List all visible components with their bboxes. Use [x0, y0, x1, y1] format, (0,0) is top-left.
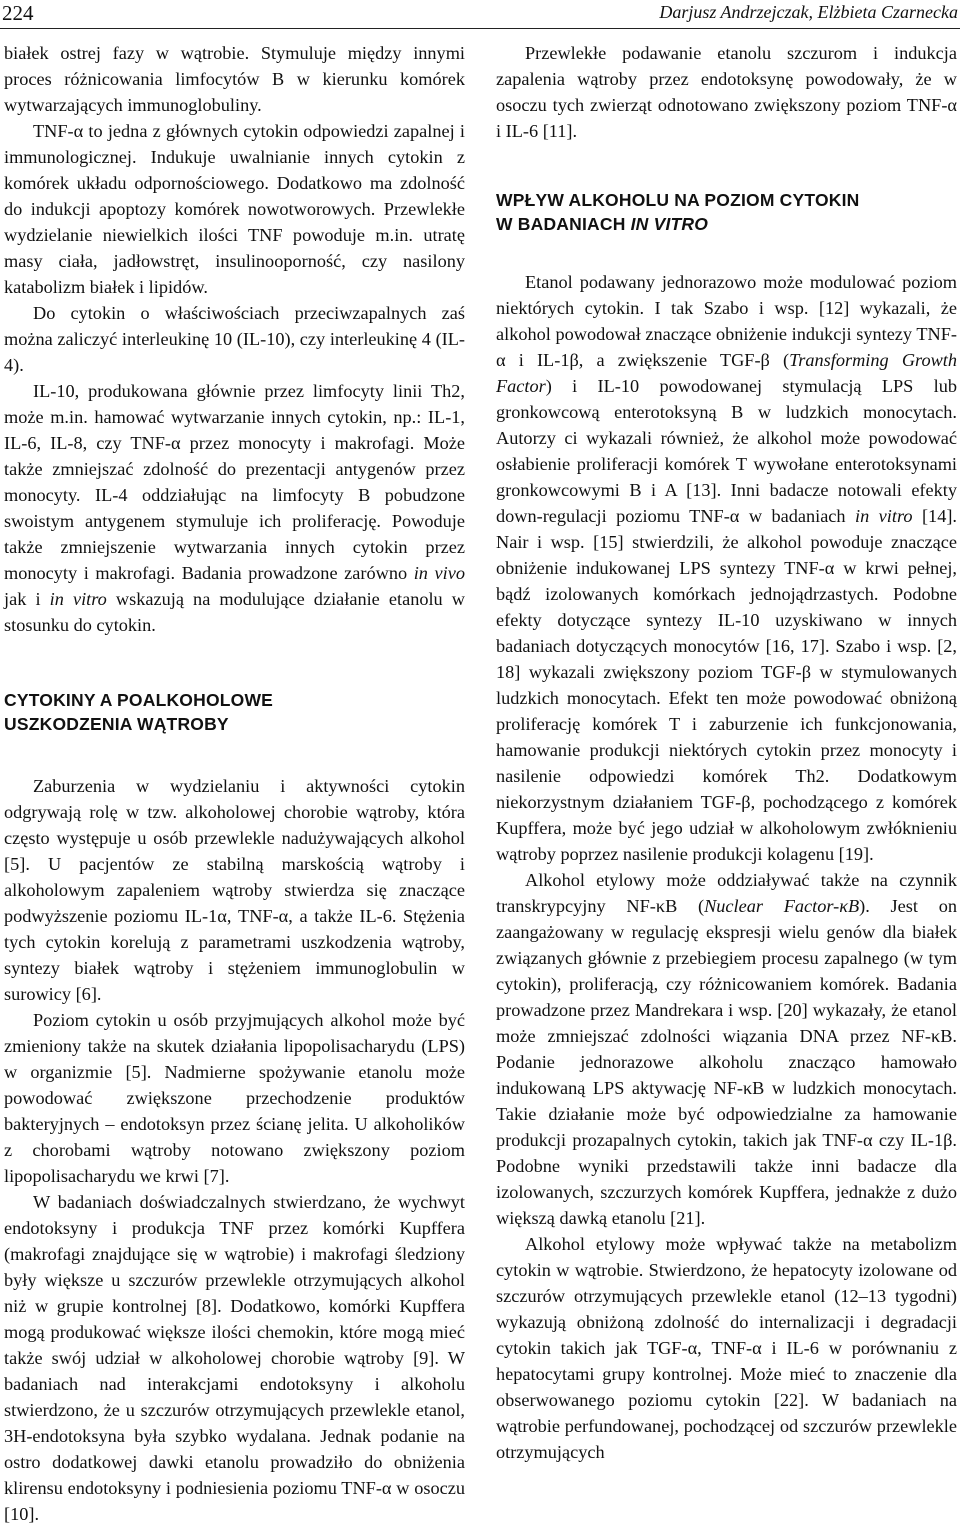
italic-term: in vitro	[49, 589, 107, 609]
paragraph	[4, 378, 465, 638]
text-run: ). Jest on zaangażowany w regulację ekspresji wielu genów dla białek związanych głównie z przebiegiem procesu zapalnego (w tym cytokin), proliferacją, czy różnicowaniem komórek. Badania prowadzone przez Mandrekara i wsp. [20] wykazały, że etanol może zmniejszać zdolności wiązania DNA przez NF-κB. Podanie jednorazowe alkoholu znacząco hamowało indukowaną LPS aktywację NF-κB w ludzkich monocytach. Takie działanie może być odpowiedzialne za hamowanie produkcji prozapalnych cytokin, takich jak TNF-α czy IL-1β. Podobne wyniki przedstawili także inni badacze dla izolowanych, szczurzych komórek Kupffera, jednakże z dużo większą dawką etanolu [21].	[496, 896, 957, 1228]
italic-term: IN VITRO	[630, 214, 709, 234]
page-number: 224	[2, 1, 34, 25]
paragraph: Alkohol etylowy może wpływać także na metabolizm cytokin w wątrobie. Stwierdzono, że hepatocyty izolowane od szczurów otrzymujących przewlekle etanol (12–13 tygodni) wykazują obniżoną zdolność do internalizacji i degradacji cytokin takich jak TGF-α, TNF-α i IL-6 w porównaniu z hepatocytami grupy kontrolnej. Może mieć to znaczenie dla obserwowanego poziomu cytokin [22]. W badaniach na wątrobie perfundowanej, pochodzącej od szczurów przewlekle otrzymujących	[496, 1234, 957, 1462]
heading-line: USZKODZENIA WĄTROBY	[4, 714, 229, 734]
page-header	[0, 0, 960, 30]
paragraph: Do cytokin o właściwościach przeciwzapalnych zaś można zaliczyć interleukinę 10 (IL-10), czy interleukinę 4 (IL-4).	[4, 303, 465, 375]
paragraph: W badaniach doświadczalnych stwierdzano, że wychwyt endotoksyny i produkcja TNF przez komórki Kupffera (makrofagi znajdujące się w wątrobie) i makrofagi śledziony były większe u szczurów przewlekle otrzymujących alkohol niż w grupie kontrolnej [8]. Dodatkowo, komórki Kupffera mogą produkować większe ilości chemokin, które mogą mieć także swój udział w alkoholowej chorobie wątroby [9]. W badaniach nad interakcjami endotoksyny i alkoholu stwierdzono, że u szczurów otrzymujących przewlekle etanol, 3H-endotoksyna była szybko wydalana. Jednak podanie na ostro dodatkowej dawki etanolu prowadziło do obniżenia klirensu endotoksyny i podniesienia poziomu TNF-α w osoczu [10].	[4, 1192, 465, 1524]
text-run: ) i IL-10 powodowanej stymulacją LPS lub gronkowcową enterotoksyną B w ludzkich monocytach. Autorzy ci wykazali również, że alkohol może powodować osłabienie proliferacji komórek T wywołane enterotoksynami gronkowcowymi B i A [13]. Inni badacze notowali efekty down-regulacji poziomu TNF-α w badaniach	[496, 376, 957, 526]
paragraph: Zaburzenia w wydzielaniu i aktywności cytokin odgrywają rolę w tzw. alkoholowej chorobie wątroby, która często występuje u osób przewlekle nadużywających alkohol [5]. U pacjentów ze stabilną marskością wątroby i alkoholowym zapaleniem wątroby stwierdza się znaczące podwyższenie poziomu IL-1α, TNF-α, a także IL-6. Stężenia tych cytokin korelują z parametrami uszkodzenia wątroby, syntezy białek wątroby i stężeniem immunoglobulin w surowicy [6].	[4, 776, 465, 1004]
header-rule	[0, 28, 960, 29]
section-heading	[4, 688, 465, 736]
paragraph: Poziom cytokin u osób przyjmujących alkohol może być zmieniony także na skutek działania lipopolisacharydu (LPS) w organizmie [5]. Nadmierne spożywanie etanolu może powodować zwiększone przechodzenie produktów bakteryjnych – endotoksyn przez ścianę jelita. U alkoholików z chorobami wątroby notowano zwiększony poziom lipopolisacharydu we krwi [7].	[4, 1010, 465, 1186]
paragraph	[496, 867, 957, 1231]
text-run: Etanol podawany jednorazowo może modulować poziom niektórych cytokin. I tak Szabo i wsp. [12] wykazali, że alkohol powodował znaczące obniżenie indukcji syntezy TNF-α i IL-1β, a zwiększenie TGF-β (	[496, 272, 957, 370]
text-run: [14]. Nair i wsp. [15] stwierdzili, że alkohol powoduje znaczące obniżenie indukowanej LPS syntezy TNF-α w krwi pełnej, bądź izolowanych komórkach jednojądrzastych. Podobne efekty dotyczące syntezy IL-10 uzyskiwano w innych badaniach dotyczących monocytów [16, 17]. Szabo i wsp. [2, 18] wykazali zwiększony poziom TGF-β w stymulowanych ludzkich monocytach. Efekt ten może powodować obniżoną proliferację komórek T i zaburzenie ich funkcjonowania, hamowanie produkcji niektórych cytokin przez monocyty i nasilenie odpowiedzi komórek Th2. Dodatkowym niekorzystnym działaniem TGF-β, pochodzącego z komórek Kupffera, może być jego udział w alkoholowym zwłóknieniu wątroby poprzez nasilenie produkcji kolagenu [19].	[496, 506, 957, 864]
italic-term: Transforming Growth Factor	[496, 350, 958, 396]
text-run: wskazują na modulujące działanie etanolu w stosunku do cytokin.	[4, 589, 466, 635]
paragraph: TNF-α to jedna z głównych cytokin odpowiedzi zapalnej i immunologicznej. Indukuje uwalnianie innych cytokin z komórek układu odpornościowego. Dodatkowo ma zdolność do indukcji apoptozy komórek nowotworowych. Przewlekłe wydzielanie niewielkich ilości TNF powoduje m.in. utratę masy ciała, jadłowstręt, insulinooporność, czy nasilony katabolizm białek i lipidów.	[4, 121, 465, 297]
running-head: Darjusz Andrzejczak, Elżbieta Czarnecka	[659, 2, 958, 22]
italic-term: Nuclear Factor-κB	[704, 896, 860, 916]
left-column	[4, 40, 465, 1527]
italic-term: in vivo	[413, 563, 465, 583]
paragraph	[496, 269, 957, 867]
paragraph: białek ostrej fazy w wątrobie. Stymuluje między innymi proces różnicowania limfocytów B w kierunku komórek wytwarzających immunoglobuliny.	[4, 43, 465, 115]
text-run: IL-10, produkowana głównie przez limfocyty linii Th2, może m.in. hamować wytwarzanie innych cytokin, np.: IL-1, IL-6, IL-8, czy TNF-α przez monocyty i makrofagi. Może także zmniejszać zdolność do prezentacji antygenów przez monocyty. IL-4 oddziałując na limfocyty B pobudzone swoistym antygenem stymuluje ich proliferację. Powoduje także zmniejszenie wytwarzania innych cytokin przez monocyty i makrofagi. Badania prowadzone zarówno	[4, 381, 465, 583]
heading-line: W BADANIACH	[496, 214, 631, 234]
paragraph: Przewlekłe podawanie etanolu szczurom i indukcja zapalenia wątroby przez endotoksynę powodowały, że w osoczu tych zwierząt odnotowano zwiększony poziom TNF-α i IL-6 [11].	[496, 43, 957, 141]
text-run: Alkohol etylowy może oddziaływać także na czynnik transkrypcyjny NF-κB (	[496, 870, 957, 916]
italic-term: in vitro	[855, 506, 913, 526]
heading-line: WPŁYW ALKOHOLU NA POZIOM CYTOKIN	[496, 190, 860, 210]
section-heading	[496, 188, 957, 236]
heading-line: CYTOKINY A POALKOHOLOWE	[4, 690, 274, 710]
right-column	[496, 40, 957, 1465]
text-run: jak i	[4, 589, 50, 609]
